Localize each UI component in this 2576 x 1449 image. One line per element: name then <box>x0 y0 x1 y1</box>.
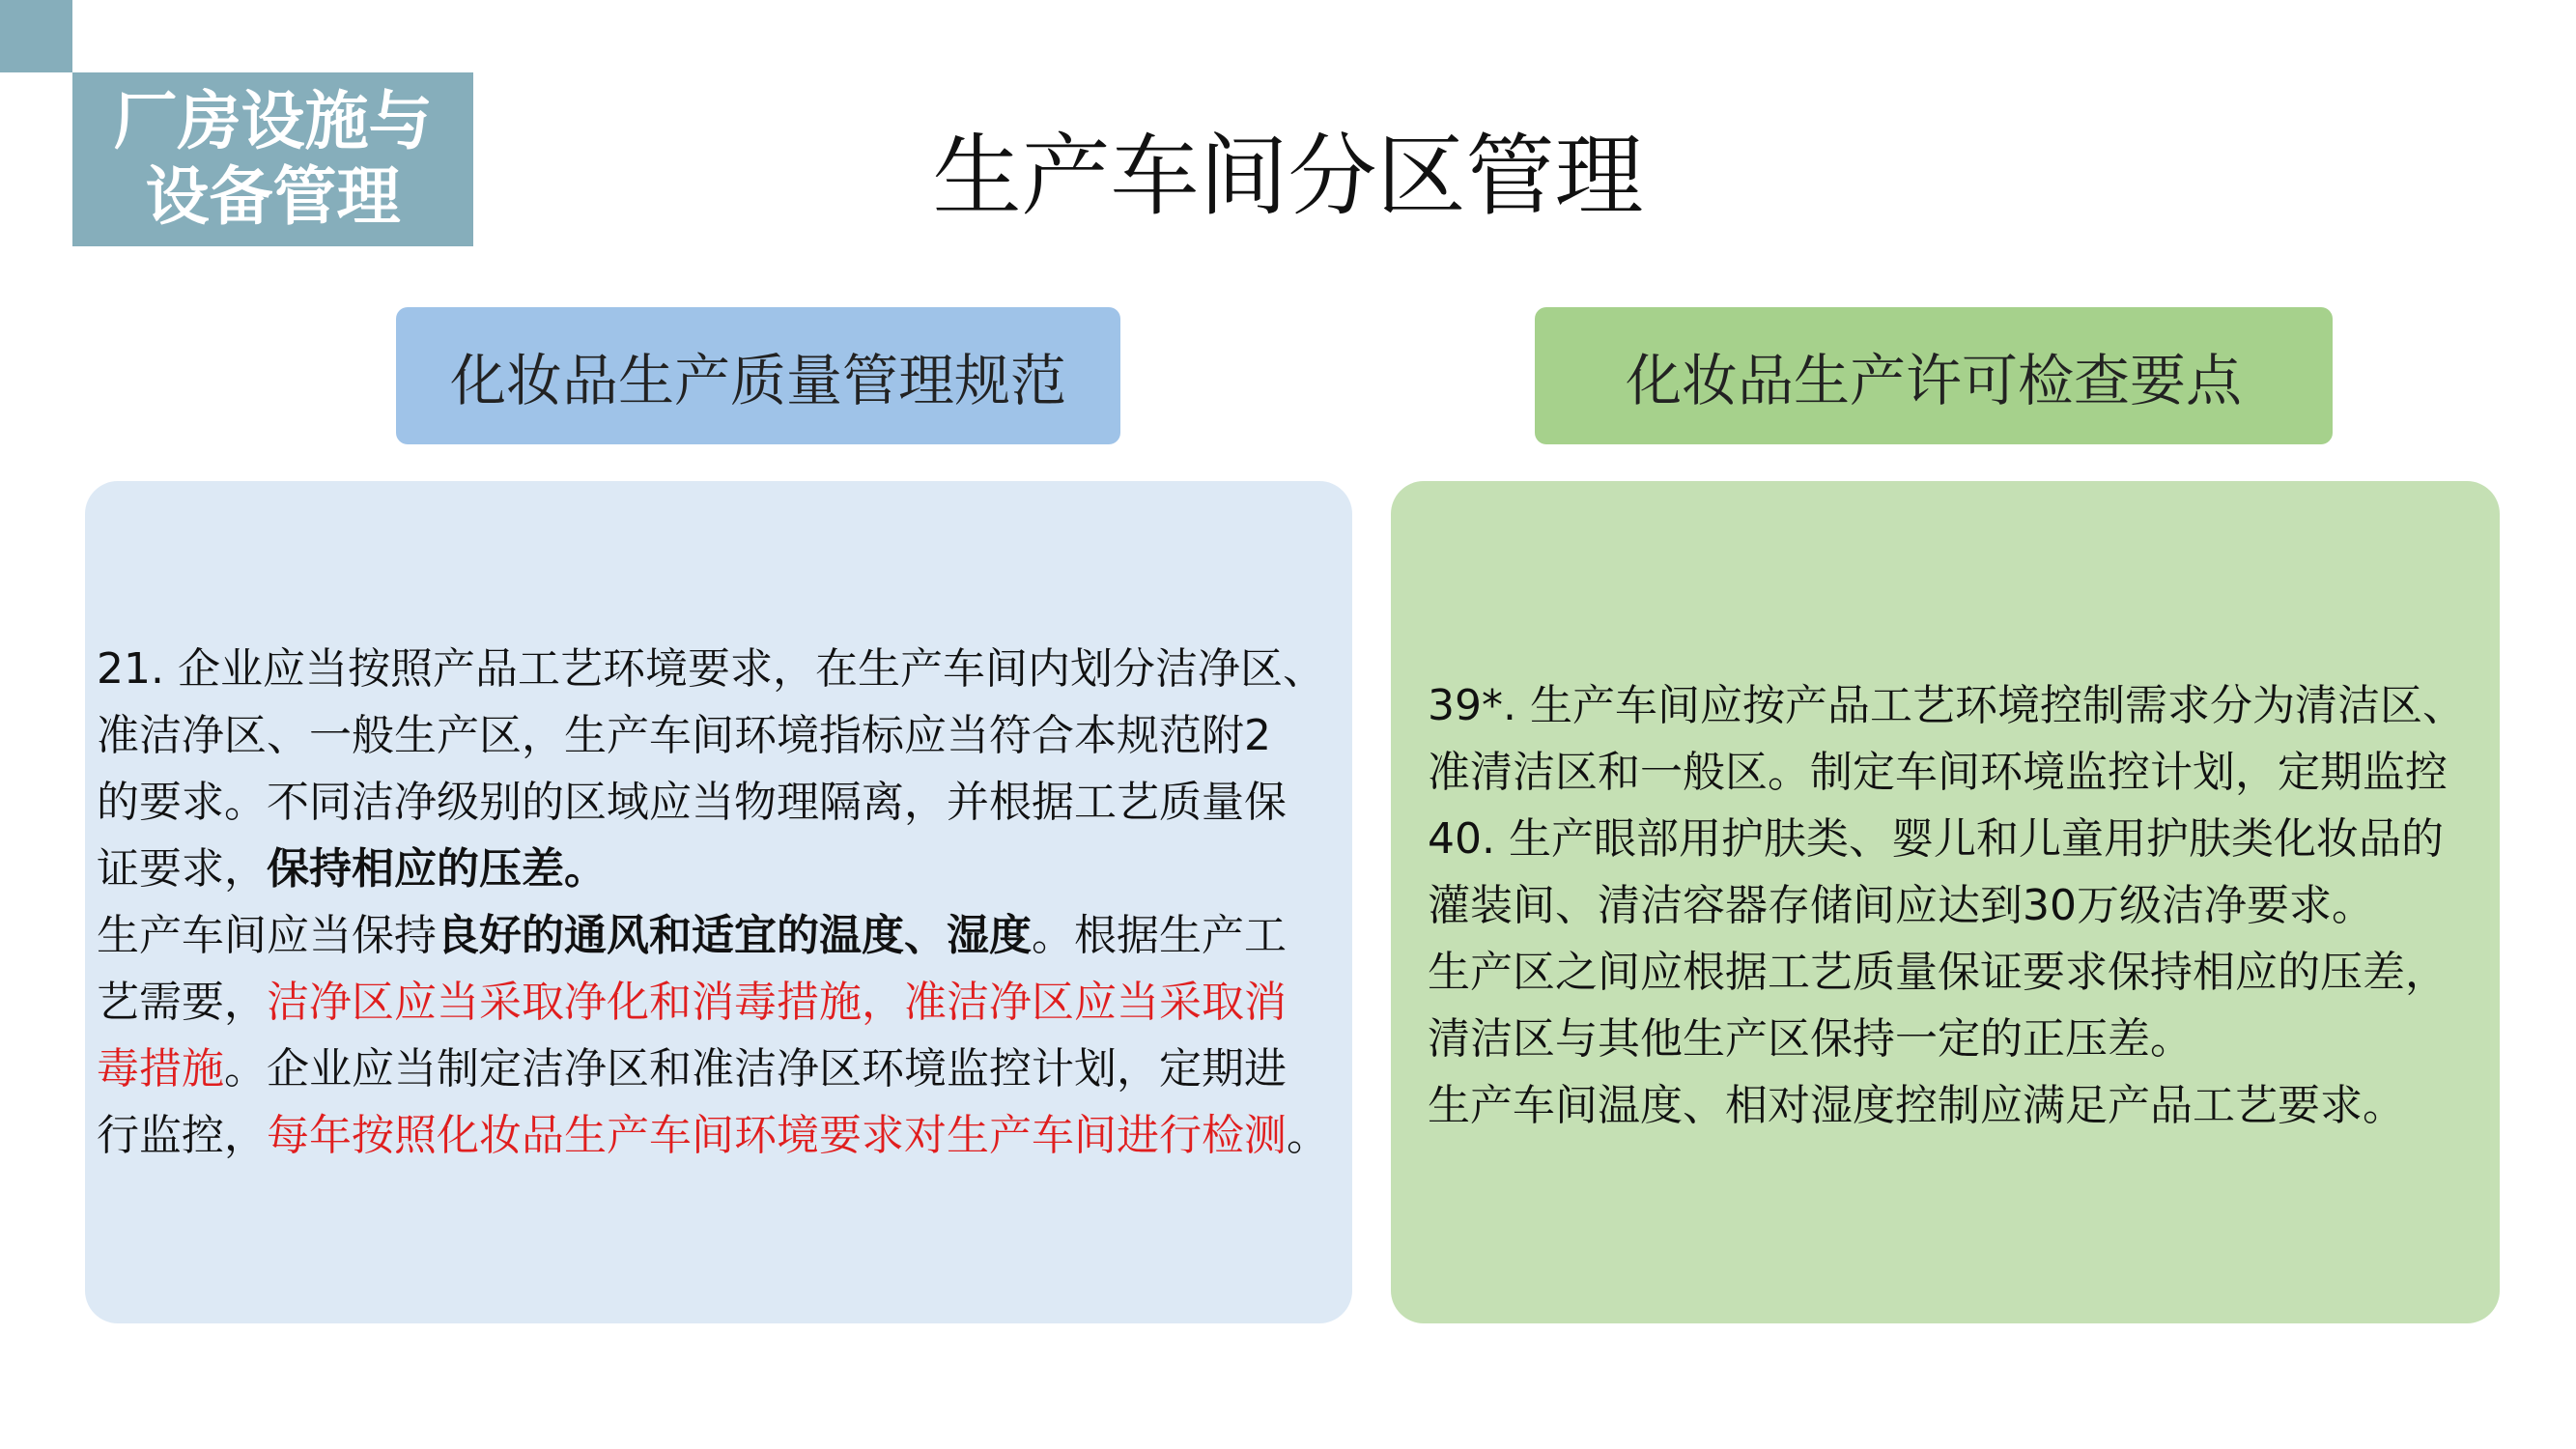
right-line-2: 准清洁区和一般区。制定车间环境监控计划，定期监控 <box>1428 748 2448 797</box>
page-title: 生产车间分区管理 <box>932 125 1644 228</box>
left-p2-line4-end: 。 <box>1287 1111 1329 1160</box>
left-paragraph-1 <box>97 636 1343 902</box>
left-header: 化妆品生产质量管理规范 <box>396 307 1120 444</box>
right-line-5: 生产区之间应根据工艺质量保证要求保持相应的压差， <box>1428 948 2448 997</box>
section-tag-line2: 设备管理 <box>145 159 401 234</box>
left-p2-line4-red: 每年按照化妆品生产车间环境要求对生产车间进行检测 <box>267 1111 1287 1160</box>
left-p1-line2: 准洁净区、一般生产区，生产车间环境指标应当符合本规范附2 <box>97 711 1271 760</box>
left-paragraph-2 <box>97 902 1343 1169</box>
right-line-7: 生产车间温度、相对湿度控制应满足产品工艺要求。 <box>1428 1081 2405 1130</box>
left-p1-line1: 21. 企业应当按照产品工艺环境要求，在生产车间内划分洁净区、 <box>97 644 1325 694</box>
left-p2-line1-bold: 良好的通风和适宜的温度、湿度 <box>437 911 1032 960</box>
right-content-box <box>1391 481 2500 1323</box>
left-p2-line4-start: 行监控， <box>97 1111 267 1160</box>
section-tag-line1: 厂房设施与 <box>113 84 433 158</box>
right-header: 化妆品生产许可检查要点 <box>1535 307 2333 444</box>
left-p2-line1-start: 生产车间应当保持 <box>97 911 437 960</box>
left-p2-line1-end: 。根据生产工 <box>1032 911 1287 960</box>
left-p1-line3: 的要求。不同洁净级别的区域应当物理隔离，并根据工艺质量保 <box>97 778 1287 827</box>
left-p2-line3-end: 。企业应当制定洁净区和准洁净区环境监控计划，定期进 <box>224 1044 1287 1094</box>
corner-decoration <box>0 0 72 72</box>
right-line-6: 清洁区与其他生产区保持一定的正压差。 <box>1428 1014 2193 1064</box>
right-line-4: 灌装间、清洁容器存储间应达到30万级洁净要求。 <box>1428 881 2374 930</box>
right-line-1: 39*. 生产车间应按产品工艺环境控制需求分为清洁区、 <box>1428 681 2465 730</box>
left-p2-line3-red: 毒措施 <box>97 1044 224 1094</box>
right-paragraph <box>1428 672 2490 1139</box>
left-p2-line2-red: 洁净区应当采取净化和消毒措施，准洁净区应当采取消 <box>267 978 1287 1027</box>
left-p1-line4-bold: 保持相应的压差。 <box>267 844 607 894</box>
left-content-box <box>85 481 1352 1323</box>
left-p2-line2-start: 艺需要， <box>97 978 267 1027</box>
left-p1-line4-start: 证要求， <box>97 844 267 894</box>
right-line-3: 40. 生产眼部用护肤类、婴儿和儿童用护肤类化妆品的 <box>1428 814 2444 864</box>
